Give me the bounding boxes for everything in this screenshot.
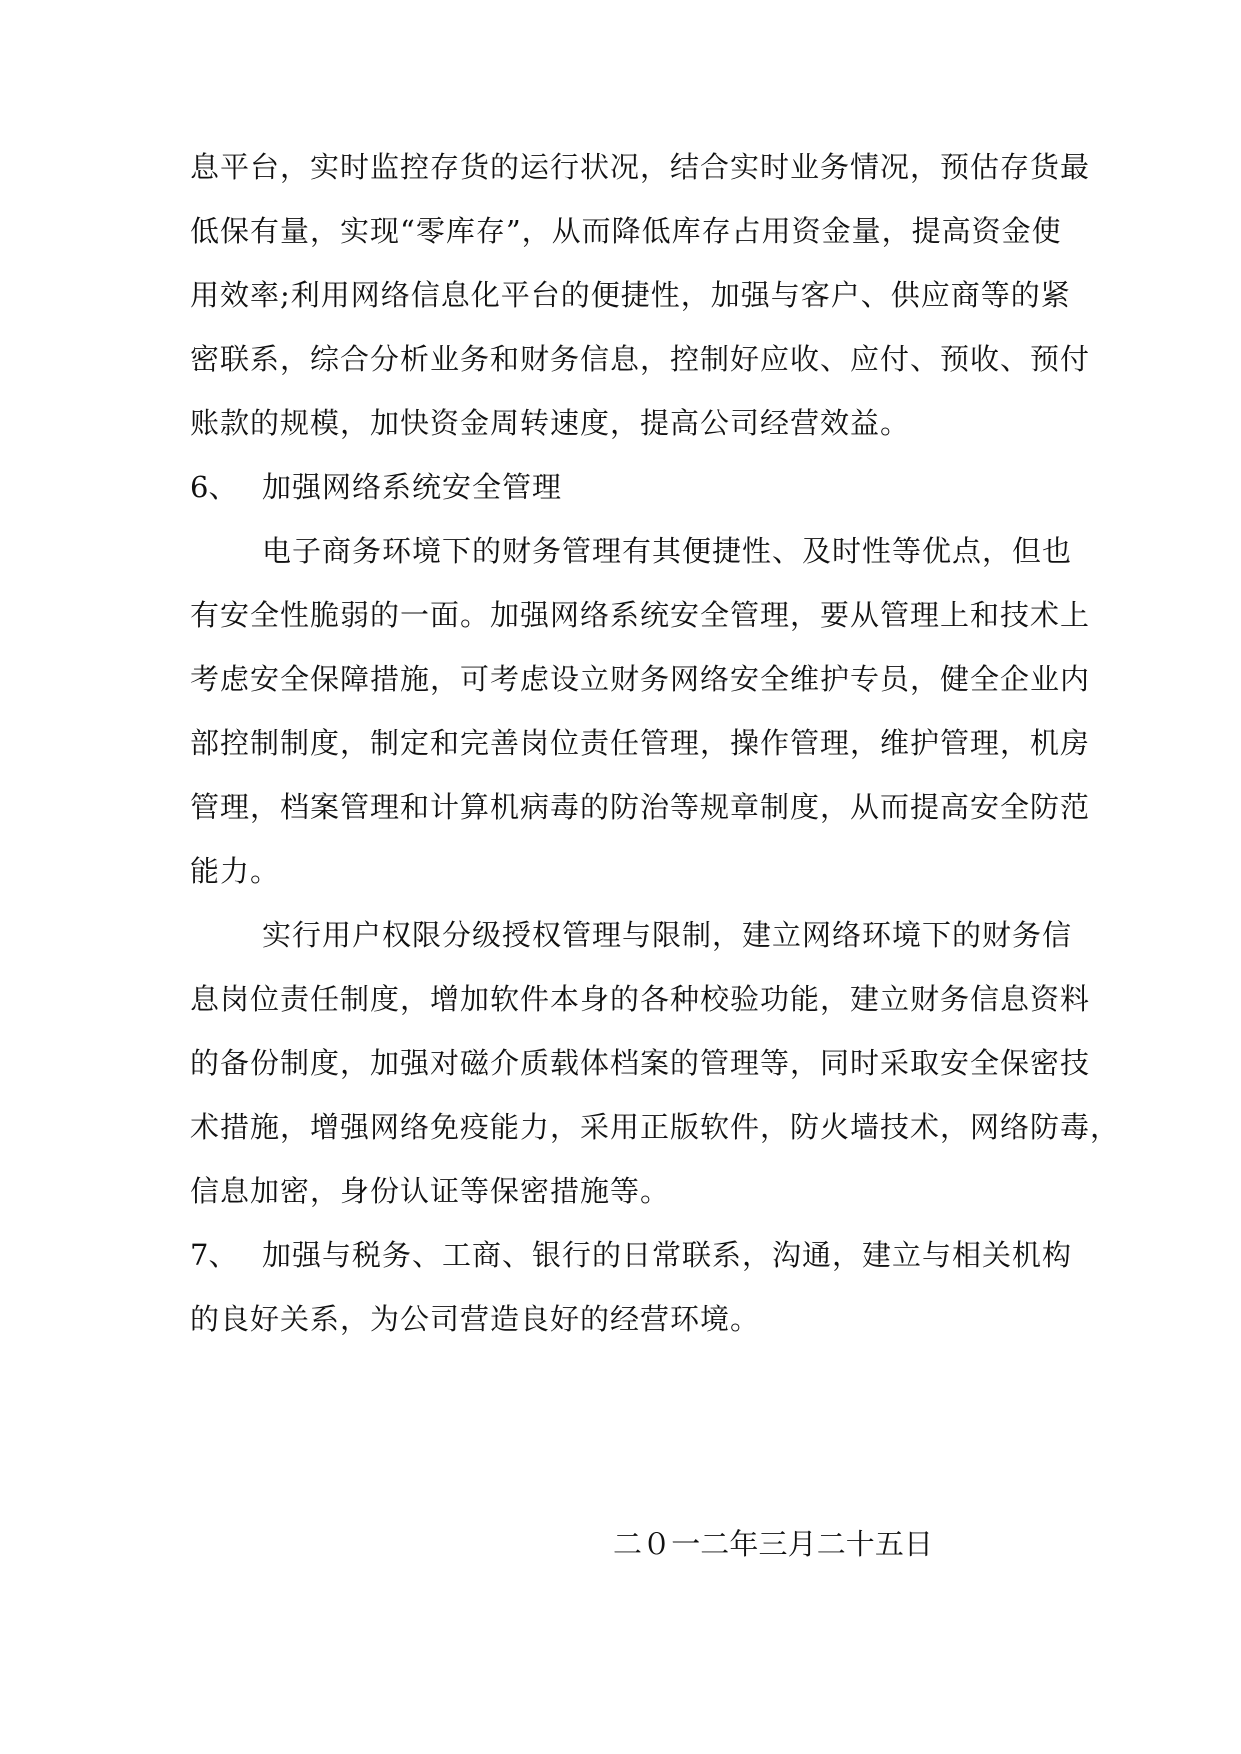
- paragraph-3-line-2: 息岗位责任制度，增加软件本身的各种校验功能，建立财务信息资料: [190, 982, 1091, 1016]
- paragraph-1-line-3: 用效率;利用网络信息化平台的便捷性，加强与客户、供应商等的紧: [190, 278, 1071, 312]
- paragraph-3-line-4: 术措施，增强网络免疫能力，采用正版软件，防火墙技术，网络防毒，: [190, 1110, 1121, 1144]
- item-6-number: 6、: [190, 470, 238, 504]
- paragraph-2-line-5: 管理，档案管理和计算机病毒的防治等规章制度，从而提高安全防范: [190, 790, 1091, 824]
- paragraph-3-line-5: 信息加密，身份认证等保密措施等。: [190, 1174, 671, 1208]
- document-date: 二０一二年三月二十五日: [613, 1527, 933, 1561]
- paragraph-1-line-1: 息平台，实时监控存货的运行状况，结合实时业务情况，预估存货最: [190, 150, 1091, 184]
- paragraph-1-line-5: 账款的规模，加快资金周转速度，提高公司经营效益。: [190, 406, 911, 440]
- paragraph-3-line-3: 的备份制度，加强对磁介质载体档案的管理等，同时采取安全保密技: [190, 1046, 1091, 1080]
- paragraph-3-line-1: 实行用户权限分级授权管理与限制，建立网络环境下的财务信: [262, 918, 1073, 952]
- paragraph-1-line-4: 密联系，综合分析业务和财务信息，控制好应收、应付、预收、预付: [190, 342, 1091, 376]
- paragraph-2-line-6: 能力。: [190, 854, 281, 888]
- paragraph-2-line-1: 电子商务环境下的财务管理有其便捷性、及时性等优点，但也: [262, 534, 1073, 568]
- paragraph-1-line-2: 低保有量，实现“零库存”，从而降低库存占用资金量，提高资金使: [190, 214, 1062, 248]
- item-7-line-2: 的良好关系，为公司营造良好的经营环境。: [190, 1302, 761, 1336]
- paragraph-2-line-2: 有安全性脆弱的一面。加强网络系统安全管理，要从管理上和技术上: [190, 598, 1091, 632]
- paragraph-2-line-3: 考虑安全保障措施，可考虑设立财务网络安全维护专员，健全企业内: [190, 662, 1091, 696]
- item-6-title: 加强网络系统安全管理: [262, 470, 563, 504]
- paragraph-2-line-4: 部控制制度，制定和完善岗位责任管理，操作管理，维护管理，机房: [190, 726, 1091, 760]
- item-7-line-1: 加强与税务、工商、银行的日常联系，沟通，建立与相关机构: [262, 1238, 1073, 1272]
- item-7-number: 7、: [190, 1238, 238, 1272]
